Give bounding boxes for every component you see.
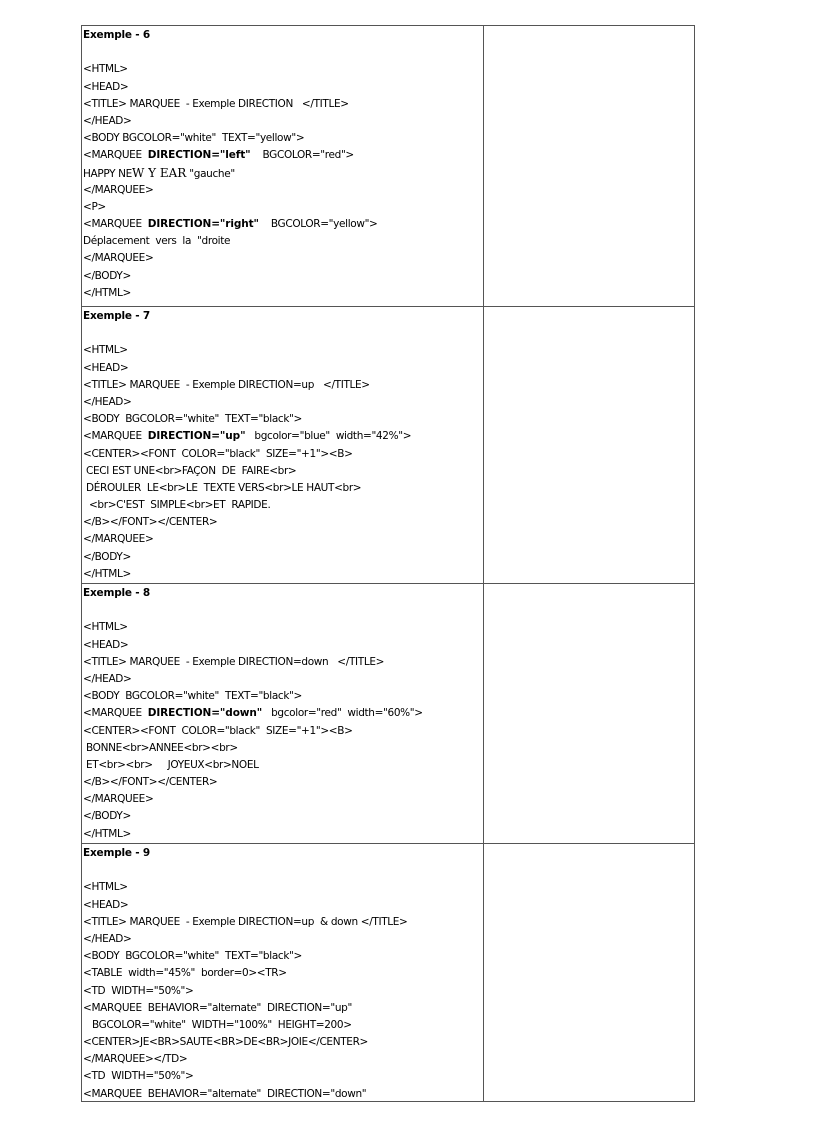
blank-line — [83, 862, 483, 879]
code-line: <CENTER>JE<BR>SAUTE<BR>DE<BR>JOIE</CENTER> — [83, 1036, 368, 1049]
code-line: <BODY BGCOLOR="white" TEXT="black"> — [83, 690, 302, 703]
code-line: <TD WIDTH="50%"> — [83, 1070, 194, 1083]
code-serif-text: W Y EAR — [131, 165, 187, 180]
code-line: CECI EST UNE<br>FAÇON DE FAIRE<br> — [83, 464, 297, 477]
code-line: <HTML> — [83, 63, 128, 76]
blank-line — [83, 602, 483, 619]
code-line: ET<br><br> JOYEUX<br>NOEL — [83, 758, 259, 771]
blank-line — [83, 325, 483, 342]
result-cell — [484, 844, 694, 1101]
code-text: bgcolor="red" width="60%"> — [262, 707, 423, 720]
example-title: Exemple - 8 — [83, 587, 151, 599]
example-title: Exemple - 9 — [83, 847, 151, 859]
code-line: </HTML> — [83, 567, 131, 580]
code-text: <MARQUEE — [83, 707, 148, 720]
code-line: <TITLE> MARQUEE - Exemple DIRECTION </TITLE> — [83, 97, 349, 110]
code-text: HAPPY NE — [83, 167, 132, 180]
code-line — [83, 216, 483, 233]
code-cell — [82, 844, 484, 1101]
blank-line — [83, 44, 483, 61]
code-bold-text: DIRECTION="down" — [147, 707, 263, 720]
code-line: </HEAD> — [83, 672, 132, 685]
code-line: <HEAD> — [83, 898, 129, 911]
code-bold-text: DIRECTION="up" — [147, 430, 246, 443]
code-line: </B></FONT></CENTER> — [83, 776, 218, 789]
code-line: <HTML> — [83, 881, 128, 894]
result-cell — [484, 307, 694, 583]
code-line: </BODY> — [83, 269, 131, 282]
code-line: Déplacement vers la "droite — [83, 235, 231, 248]
code-line: <TITLE> MARQUEE - Exemple DIRECTION=up & down </TITLE> — [83, 915, 408, 928]
code-line: </MARQUEE></TD> — [83, 1053, 188, 1066]
code-line: <HEAD> — [83, 80, 129, 93]
code-cell — [82, 26, 484, 306]
code-line: <br>C'EST SIMPLE<br>ET RAPIDE. — [83, 499, 271, 512]
code-line: </HTML> — [83, 827, 131, 840]
code-line: <CENTER><FONT COLOR="black" SIZE="+1"><B> — [83, 724, 353, 737]
code-line: BGCOLOR="white" WIDTH="100%" HEIGHT=200> — [83, 1018, 352, 1031]
code-line: <BODY BGCOLOR="white" TEXT="black"> — [83, 950, 302, 963]
code-line: <BODY BGCOLOR="white" TEXT="yellow"> — [83, 132, 305, 145]
code-text: bgcolor="blue" width="42%"> — [245, 430, 412, 443]
code-line: <TD WIDTH="50%"> — [83, 984, 194, 997]
code-line: <HEAD> — [83, 638, 129, 651]
code-text: <MARQUEE — [83, 218, 148, 231]
code-line: <HTML> — [83, 344, 128, 357]
example-row-9 — [82, 843, 694, 1101]
code-line: BONNE<br>ANNEE<br><br> — [83, 741, 238, 754]
code-bold-text: DIRECTION="left" — [147, 149, 251, 162]
code-cell — [82, 584, 484, 843]
code-line: <TITLE> MARQUEE - Exemple DIRECTION=down </TITLE> — [83, 655, 385, 668]
code-line: </MARQUEE> — [83, 252, 154, 265]
code-line: DÉROULER LE<br>LE TEXTE VERS<br>LE HAUT<br> — [83, 481, 362, 494]
code-line: <TABLE width="45%" border=0><TR> — [83, 967, 287, 980]
example-row-8 — [82, 583, 694, 843]
code-line: <BODY BGCOLOR="white" TEXT="black"> — [83, 413, 302, 426]
code-text: BGCOLOR="red"> — [250, 149, 354, 162]
code-text: <MARQUEE — [83, 430, 148, 443]
example-row-7 — [82, 306, 694, 583]
example-title: Exemple - 6 — [83, 29, 151, 41]
code-line: </BODY> — [83, 550, 131, 563]
code-line: <CENTER><FONT COLOR="black" SIZE="+1"><B> — [83, 447, 353, 460]
code-line: </MARQUEE> — [83, 183, 154, 196]
code-line: <MARQUEE BEHAVIOR="alternate" DIRECTION="down" — [83, 1087, 367, 1100]
code-line: </HEAD> — [83, 114, 132, 127]
example-row-6 — [82, 26, 694, 306]
code-line: </MARQUEE> — [83, 533, 154, 546]
code-cell — [82, 307, 484, 583]
code-line: </MARQUEE> — [83, 793, 154, 806]
code-line — [83, 428, 483, 445]
code-line: </HEAD> — [83, 932, 132, 945]
code-text: <MARQUEE — [83, 149, 148, 162]
result-cell — [484, 584, 694, 843]
code-line — [83, 705, 483, 722]
code-line: </HTML> — [83, 286, 131, 299]
result-cell — [484, 26, 694, 306]
code-text: BGCOLOR="yellow"> — [258, 218, 378, 231]
code-line: </HEAD> — [83, 395, 132, 408]
code-line: <HEAD> — [83, 361, 129, 374]
examples-table — [81, 25, 695, 1102]
example-title: Exemple - 7 — [83, 310, 151, 322]
code-line: <HTML> — [83, 621, 128, 634]
code-line: </BODY> — [83, 810, 131, 823]
code-bold-text: DIRECTION="right" — [147, 218, 259, 231]
code-line — [83, 147, 483, 164]
code-line — [83, 165, 483, 182]
code-line: <P> — [83, 200, 106, 213]
code-text: "gauche" — [186, 167, 235, 180]
code-line: <TITLE> MARQUEE - Exemple DIRECTION=up </TITLE> — [83, 378, 370, 391]
code-line: <MARQUEE BEHAVIOR="alternate" DIRECTION="up" — [83, 1001, 352, 1014]
code-line: </B></FONT></CENTER> — [83, 516, 218, 529]
